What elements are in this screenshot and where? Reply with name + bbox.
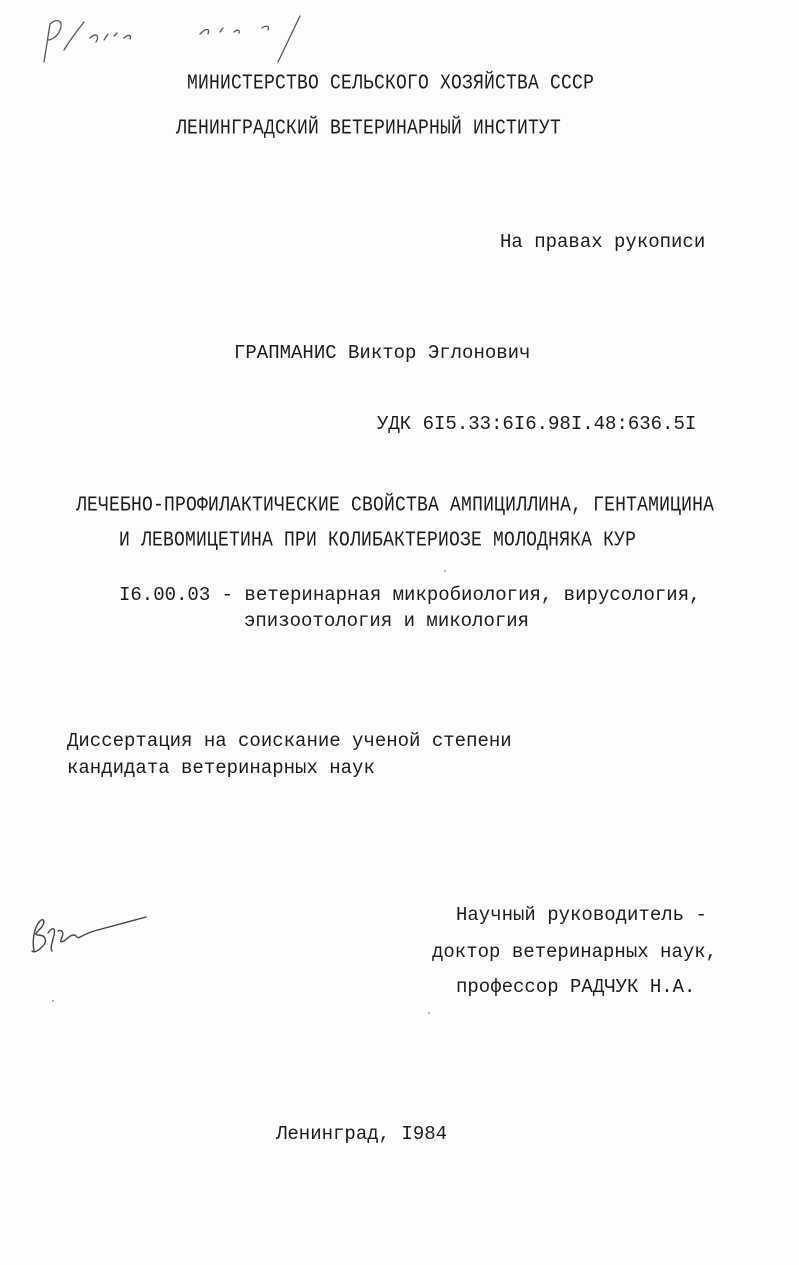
thesis-title-line-2: И ЛЕВОМИЦЕТИНА ПРИ КОЛИБАКТЕРИОЗЕ МОЛОДНЯКА КУР [119, 529, 637, 553]
supervisor-line-1: Научный руководитель - [456, 904, 707, 926]
scan-speck [52, 1000, 54, 1002]
author-name: ГРАПМАНИС Виктор Эглонович [234, 342, 531, 364]
place-year: Ленинград, I984 [276, 1123, 448, 1145]
degree-line-2: кандидата ветеринарных наук [67, 757, 375, 779]
thesis-title-line-1: ЛЕЧЕБНО-ПРОФИЛАКТИЧЕСКИЕ СВОЙСТВА АМПИЦИЛЛИНА, ГЕНТАМИЦИНА [76, 494, 715, 518]
supervisor-line-2: доктор ветеринарных наук, [432, 941, 718, 963]
udc-code: УДК 6I5.33:6I6.98I.48:636.5I [377, 413, 697, 435]
scan-speck [444, 570, 446, 572]
degree-line-1: Диссертация на соискание ученой степени [67, 730, 512, 752]
handwritten-signature [22, 905, 157, 965]
institute-heading: ЛЕНИНГРАДСКИЙ ВЕТЕРИНАРНЫЙ ИНСТИТУТ [176, 117, 562, 141]
ministry-heading: МИНИСТЕРСТВО СЕЛЬСКОГО ХОЗЯЙСТВА СССР [187, 72, 595, 96]
handwritten-mark-top [30, 10, 320, 70]
scan-speck [428, 1012, 430, 1014]
specialty-line-2: эпизоотология и микология [244, 610, 530, 632]
specialty-line-1: I6.00.03 - ветеринарная микробиология, вирусология, [119, 584, 701, 606]
rights-note: На правах рукописи [500, 231, 706, 253]
supervisor-line-3: профессор РАДЧУК Н.А. [456, 976, 696, 998]
